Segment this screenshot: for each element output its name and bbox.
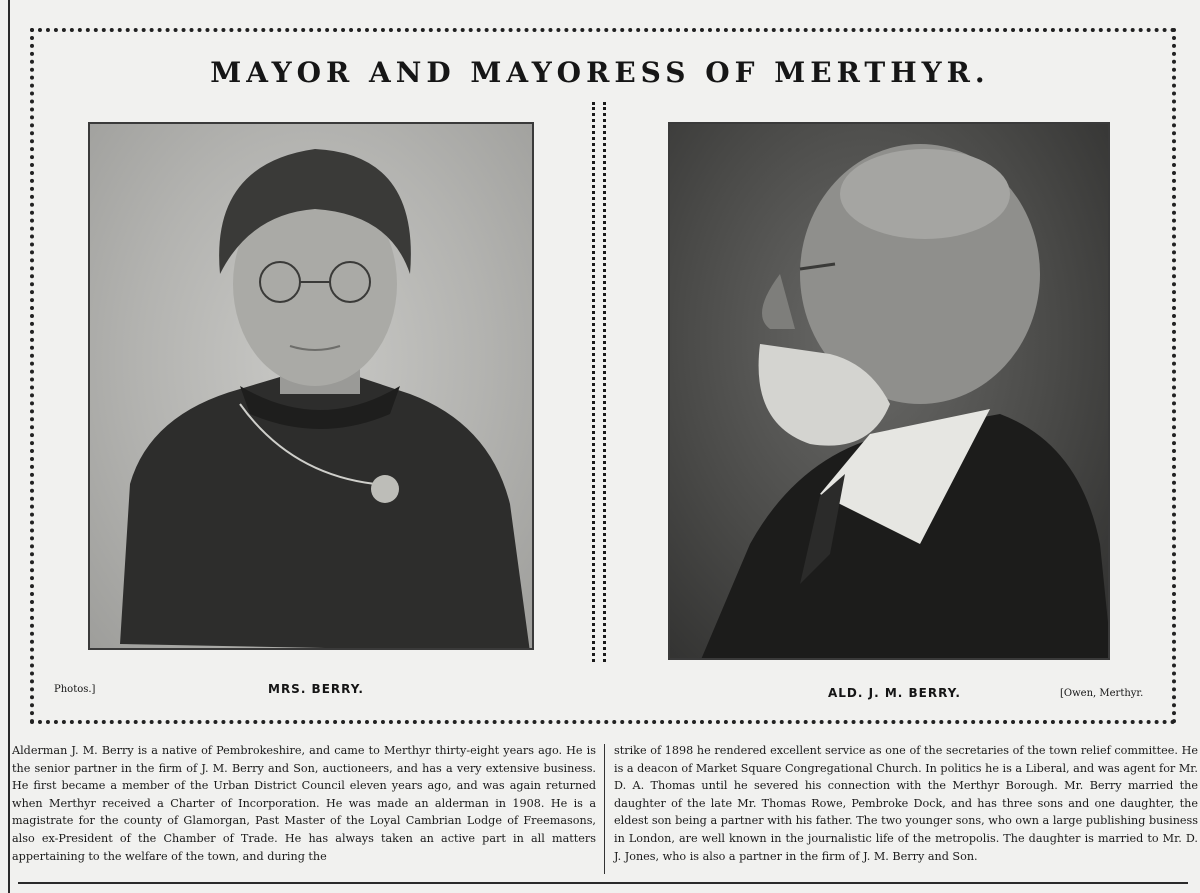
center-divider xyxy=(592,102,606,662)
portrait-man-image xyxy=(670,124,1110,660)
photo-credit-right: [Owen, Merthyr. xyxy=(1060,688,1144,699)
photo-credit-left: Photos.] xyxy=(54,684,96,695)
article-column-left: Alderman J. M. Berry is a native of Pembrokeshire, and came to Merthyr thirty-eight years ago. He is the senior partner in the firm of J. M. Berry and Son, auctioneers, and has a very extensive business. He first became a member of the Urban District Council eleven years ago, and was again returned when Merthyr received a Charter of Incorporation. He was made an alderman in 1908. He is a magistrate for the county of Glamorgan, Past Master of the Loyal Cambrian Lodge of Freemasons, also ex-President of the Chamber of Trade. He has always taken an active part in all matters appertaining to the welfare of the town, and during the xyxy=(12,744,596,863)
page-edge xyxy=(8,0,10,893)
caption-ald-berry: ALD. J. M. BERRY. xyxy=(828,686,961,700)
portrait-ald-berry xyxy=(668,122,1110,660)
portrait-woman-image xyxy=(90,124,534,650)
bottom-rule xyxy=(18,882,1188,884)
article-column-right: strike of 1898 he rendered excellent service as one of the secretaries of the town relief committee. He is a deacon of Market Square Congregational Church. In politics he is a Liberal, and was agent for Mr. D. A. Thomas until he severed his connection with the Merthyr Borough. Mr. Berry married the daughter of the late Mr. Thomas Rowe, Pembroke Dock, and has three sons and one daughter, the eldest son being a partner with his father. The two younger sons, who own a large publishing business in London, are well known in the journalistic life of the metropolis. The daughter is married to Mr. D. J. Jones, who is also a partner in the firm of J. M. Berry and Son. xyxy=(614,744,1198,863)
caption-mrs-berry: MRS. BERRY. xyxy=(268,682,364,696)
page-title: MAYOR AND MAYORESS OF MERTHYR. xyxy=(210,56,990,89)
column-rule xyxy=(604,744,605,874)
portrait-mrs-berry xyxy=(88,122,534,650)
